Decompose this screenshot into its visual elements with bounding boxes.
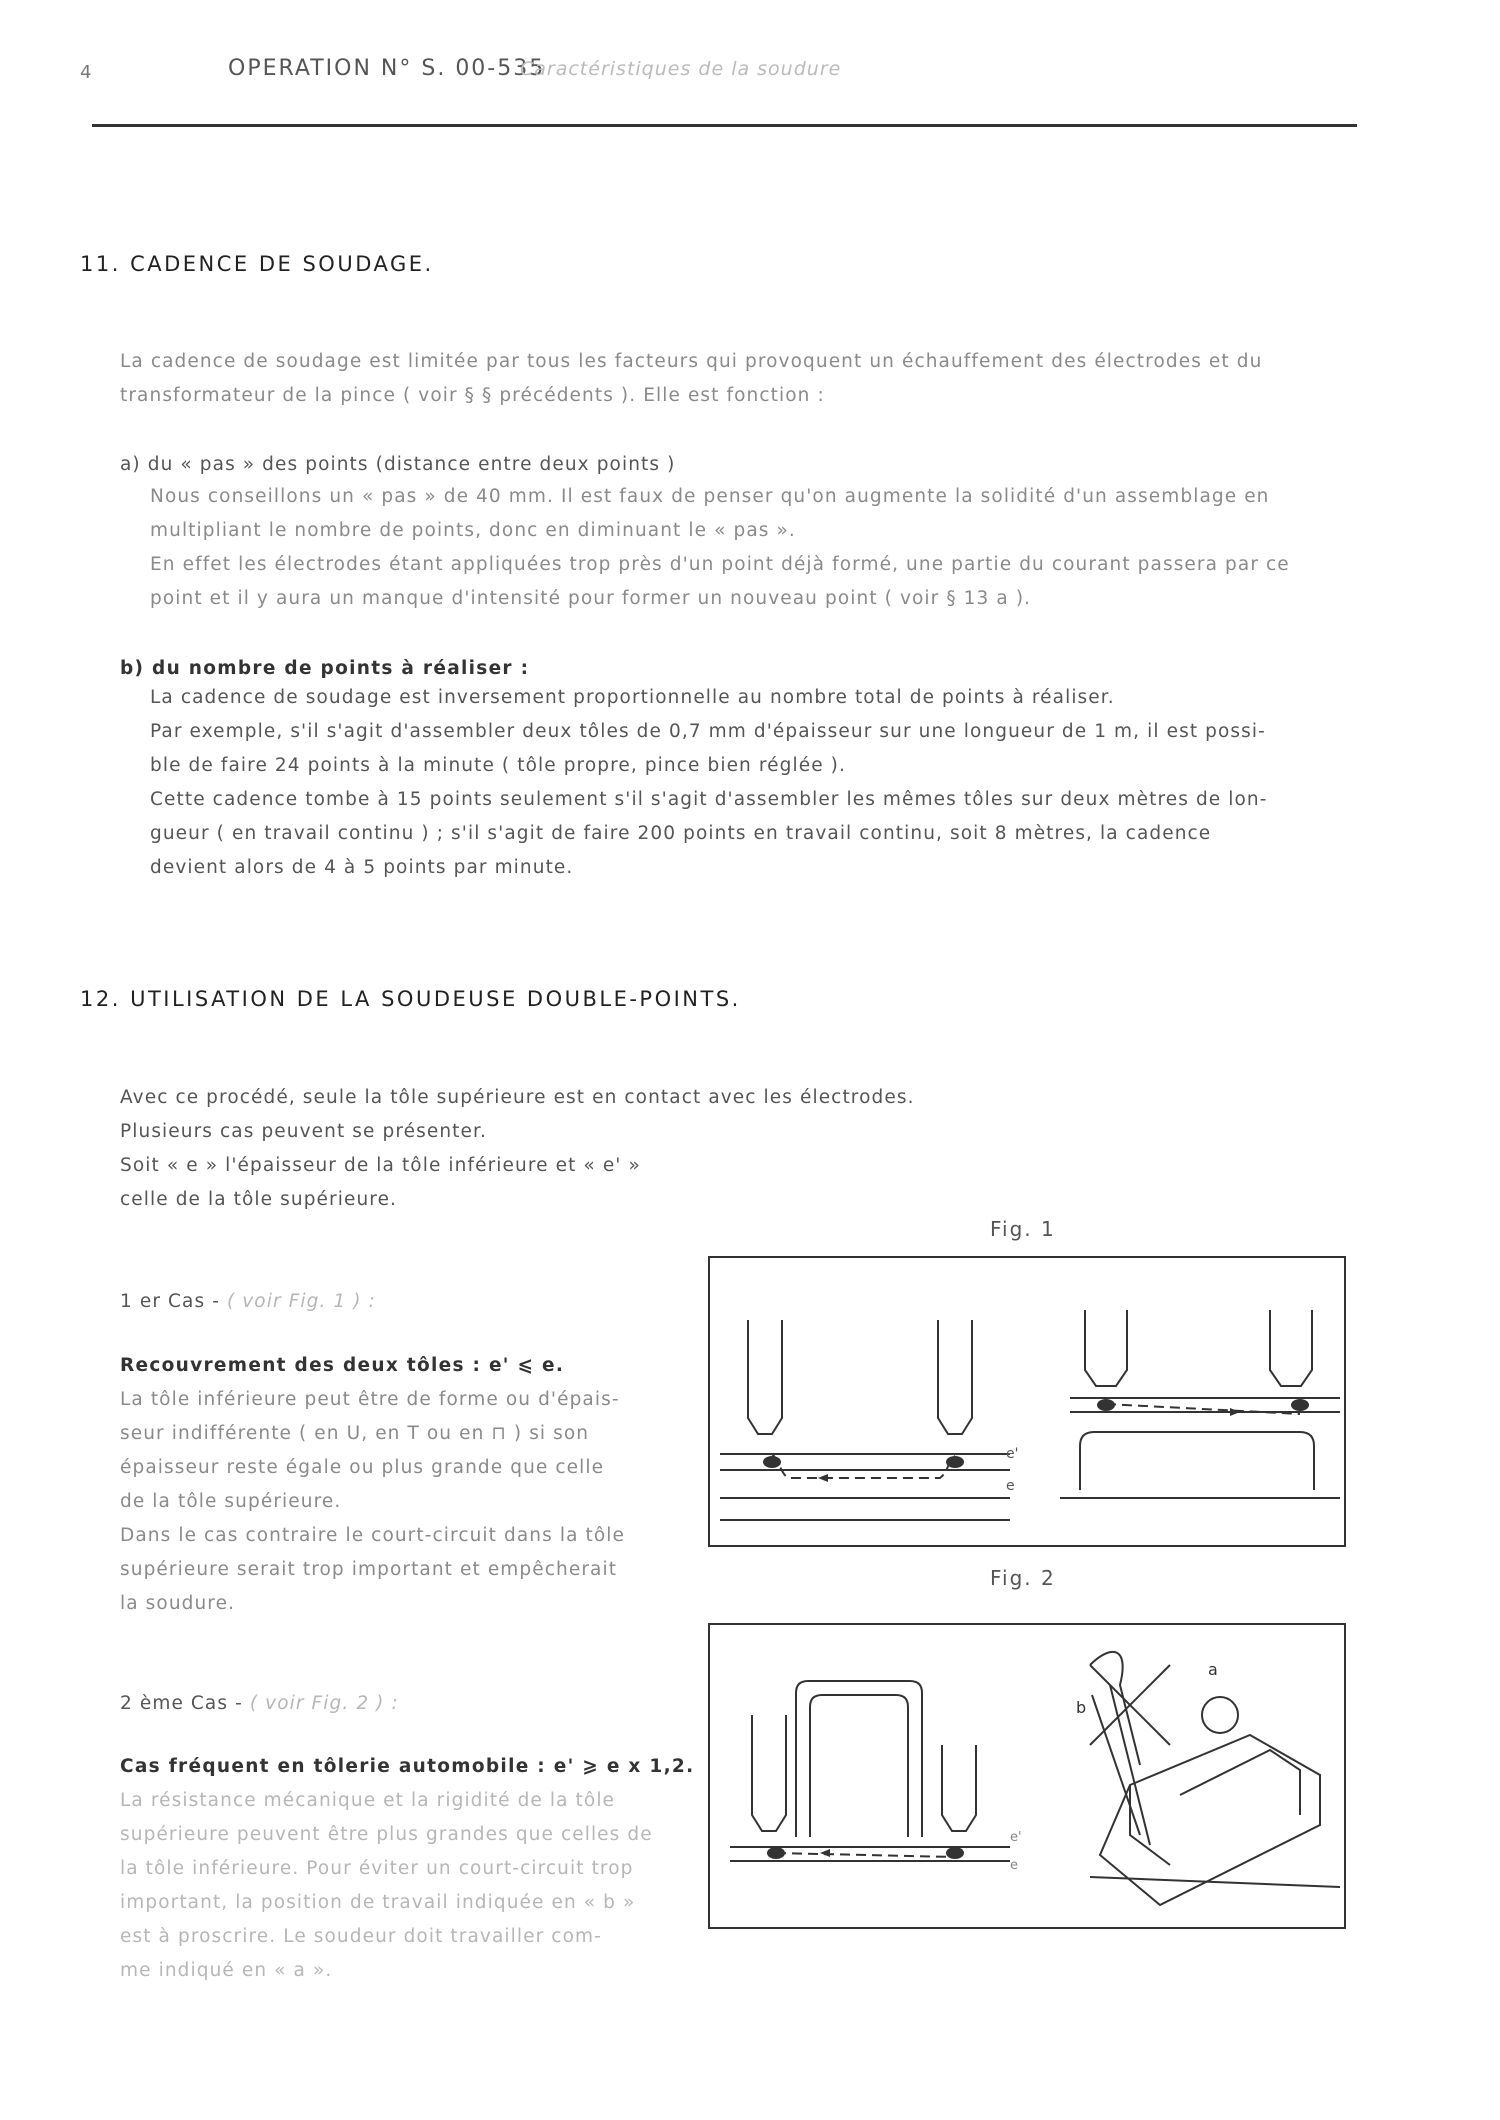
text-line: La tôle inférieure peut être de forme ou d'épais- — [120, 1389, 620, 1410]
case-title: 2 ème Cas - — [120, 1693, 250, 1714]
figure-1-drawing — [710, 1258, 1344, 1545]
figure-2 — [708, 1623, 1346, 1929]
text-line: point et il y aura un manque d'intensité pour former un nouveau point ( voir § 13 a ). — [150, 588, 1032, 609]
text-line: est à proscrire. Le soudeur doit travailler com- — [120, 1926, 602, 1947]
case-figure-ref: ( voir Fig. 1 ) : — [226, 1291, 376, 1312]
text-line: devient alors de 4 à 5 points par minute. — [150, 857, 574, 878]
text-line: En effet les électrodes étant appliquées trop près d'un point déjà formé, une partie du courant passera par ce — [150, 554, 1290, 575]
text-line: La cadence de soudage est inversement proportionnelle au nombre total de points à réaliser. — [150, 687, 1115, 708]
text-line: Plusieurs cas peuvent se présenter. — [120, 1121, 487, 1142]
text-line: la tôle inférieure. Pour éviter un court-circuit trop — [120, 1858, 634, 1879]
label-e: e — [1006, 1478, 1015, 1494]
text-line: transformateur de la pince ( voir § § précédents ). Elle est fonction : — [120, 385, 825, 406]
text-line: La cadence de soudage est limitée par tous les facteurs qui provoquent un échauffement des électrodes et du — [120, 351, 1263, 372]
text-line: me indiqué en « a ». — [120, 1960, 333, 1981]
text-line: La résistance mécanique et la rigidité de la tôle — [120, 1790, 616, 1811]
text-line: Nous conseillons un « pas » de 40 mm. Il est faux de penser qu'on augmente la solidité d'un assemblage en — [150, 486, 1270, 507]
text-line: celle de la tôle supérieure. — [120, 1189, 398, 1210]
case-1-subtitle: Recouvrement des deux tôles : e' ⩽ e. — [120, 1355, 565, 1376]
figure-1-label: Fig. 1 — [990, 1217, 1056, 1241]
section-11-heading: 11. CADENCE DE SOUDAGE. — [80, 252, 434, 276]
case-2-subtitle: Cas fréquent en tôlerie automobile : e' ⩾ e x 1,2. — [120, 1756, 695, 1777]
section-11-b-title: b) du nombre de points à réaliser : — [120, 658, 530, 679]
text-line: Avec ce procédé, seule la tôle supérieure est en contact avec les électrodes. — [120, 1087, 915, 1108]
section-12-intro — [120, 1081, 915, 1217]
electrode-right — [938, 1320, 972, 1434]
electrode-left-2 — [1085, 1310, 1127, 1386]
case-figure-ref: ( voir Fig. 2 ) : — [249, 1693, 399, 1714]
label-e-prime: e' — [1010, 1830, 1022, 1845]
section-11-a-text — [150, 480, 1290, 616]
section-11-a-title: a) du « pas » des points (distance entre deux points ) — [120, 454, 676, 475]
label-e-prime: e' — [1006, 1446, 1019, 1462]
electrode-left — [748, 1320, 782, 1434]
label-e: e — [1010, 1858, 1018, 1873]
operation-subtitle: Caractéristiques de la soudure — [520, 58, 842, 80]
text-line: Cette cadence tombe à 15 points seulement s'il s'agit d'assembler les mêmes tôles sur deux mètres de lon- — [150, 789, 1268, 810]
text-line: supérieure peuvent être plus grandes que celles de — [120, 1824, 653, 1845]
case-title: 1 er Cas - — [120, 1291, 227, 1312]
text-line: gueur ( en travail continu ) ; s'il s'agit de faire 200 points en travail continu, soit 8 mètres, la cadence — [150, 823, 1212, 844]
operation-title: OPERATION N° S. 00-535 — [228, 56, 546, 81]
section-12-heading: 12. UTILISATION DE LA SOUDEUSE DOUBLE-POINTS. — [80, 987, 741, 1011]
text-line: de la tôle supérieure. — [120, 1491, 342, 1512]
header-rule — [92, 124, 1357, 127]
text-line: ble de faire 24 points à la minute ( tôle propre, pince bien réglée ). — [150, 755, 846, 776]
text-line: Soit « e » l'épaisseur de la tôle inférieure et « e' » — [120, 1155, 641, 1176]
label-b: b — [1076, 1698, 1087, 1717]
page-number: 4 — [80, 62, 92, 83]
figure-2-drawing — [710, 1625, 1344, 1927]
text-line: Dans le cas contraire le court-circuit dans la tôle — [120, 1525, 625, 1546]
case-2-title — [120, 1687, 399, 1721]
text-line: Par exemple, s'il s'agit d'assembler deux tôles de 0,7 mm d'épaisseur sur une longueur de 1 m, il est possi- — [150, 721, 1266, 742]
text-line: important, la position de travail indiquée en « b » — [120, 1892, 636, 1913]
text-line: seur indifférente ( en U, en T ou en ⊓ ) si son — [120, 1423, 590, 1444]
figure-2-label: Fig. 2 — [990, 1566, 1056, 1590]
text-line: épaisseur reste égale ou plus grande que celle — [120, 1457, 605, 1478]
case-1-text — [120, 1383, 625, 1621]
text-line: la soudure. — [120, 1593, 236, 1614]
label-a: a — [1208, 1660, 1218, 1679]
figure-1 — [708, 1256, 1346, 1547]
section-11-b-text — [150, 681, 1268, 885]
case-1-title — [120, 1285, 376, 1319]
section-11-intro — [120, 345, 1262, 413]
case-2-text — [120, 1784, 653, 1988]
electrode-right-2 — [1270, 1310, 1312, 1386]
text-line: supérieure serait trop important et empêcherait — [120, 1559, 618, 1580]
text-line: multipliant le nombre de points, donc en diminuant le « pas ». — [150, 520, 796, 541]
